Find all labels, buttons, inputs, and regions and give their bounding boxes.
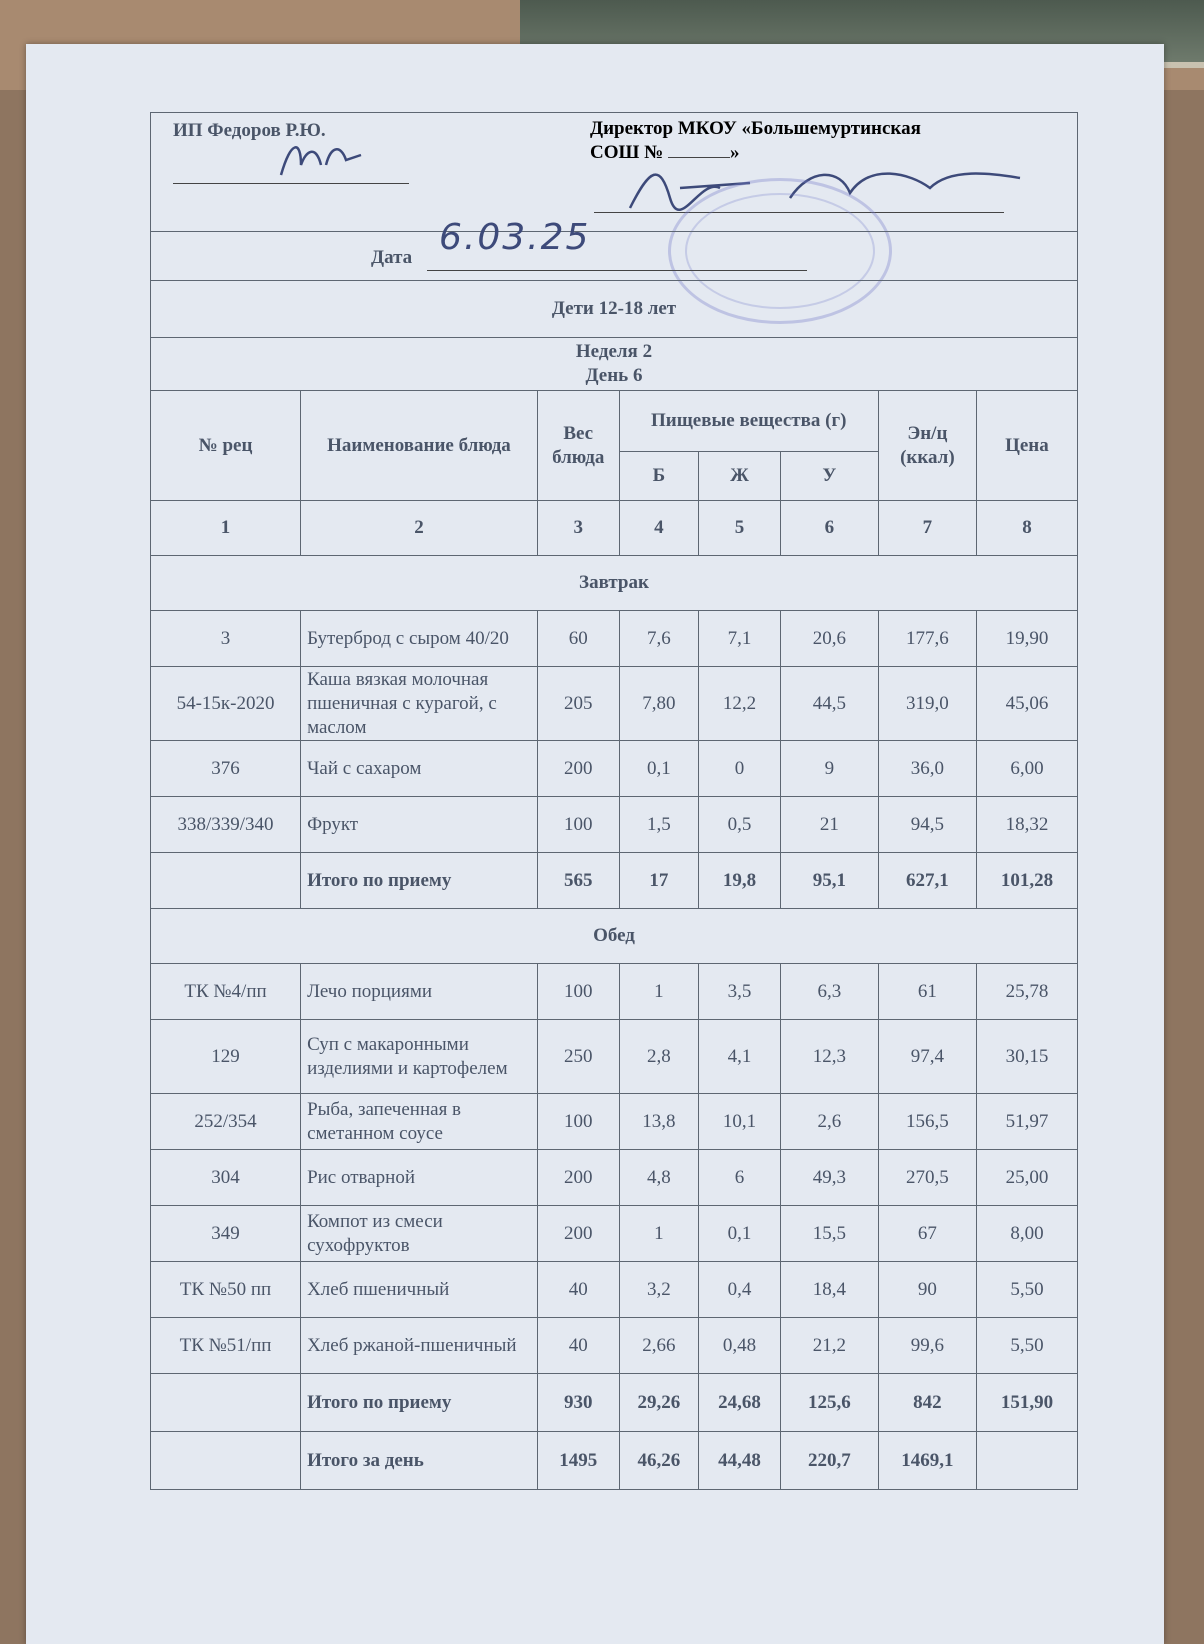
table-row	[151, 964, 1078, 1020]
week-day-row	[151, 338, 1078, 391]
carbs: 18,4	[780, 1262, 878, 1318]
energy: 270,5	[878, 1150, 976, 1206]
column-number: 5	[699, 501, 781, 556]
energy: 90	[878, 1262, 976, 1318]
dish-name: Компот из смеси сухофруктов	[301, 1206, 538, 1262]
carbs: 220,7	[780, 1432, 878, 1490]
protein: 29,26	[619, 1374, 699, 1432]
column-number: 1	[151, 501, 301, 556]
fat: 6	[699, 1150, 781, 1206]
table-row	[151, 1094, 1078, 1150]
school-number-label: СОШ № »	[590, 142, 740, 163]
dish-name: Рыба, запеченная в сметанном соусе	[301, 1094, 538, 1150]
energy: 61	[878, 964, 976, 1020]
col-header-rec-no: № рец	[151, 391, 301, 501]
table-row	[151, 741, 1078, 797]
table-row	[151, 1318, 1078, 1374]
column-number: 2	[301, 501, 538, 556]
col-header-fat: Ж	[699, 452, 781, 501]
rec-no: 129	[151, 1020, 301, 1094]
dish-name: Хлеб пшеничный	[301, 1262, 538, 1318]
ip-signature-line	[173, 183, 409, 184]
weight: 100	[537, 964, 619, 1020]
column-number: 3	[537, 501, 619, 556]
dish-name: Чай с сахаром	[301, 741, 538, 797]
carbs: 95,1	[780, 853, 878, 909]
date-label: Дата	[371, 247, 413, 268]
energy: 1469,1	[878, 1432, 976, 1490]
protein: 7,80	[619, 667, 699, 741]
col-header-price: Цена	[976, 391, 1077, 501]
header-row-1	[151, 391, 1078, 452]
carbs: 15,5	[780, 1206, 878, 1262]
energy: 319,0	[878, 667, 976, 741]
energy: 842	[878, 1374, 976, 1432]
price: 19,90	[976, 611, 1077, 667]
protein: 17	[619, 853, 699, 909]
table-row	[151, 1206, 1078, 1262]
dish-name: Хлеб ржаной-пшеничный	[301, 1318, 538, 1374]
rec-no: 338/339/340	[151, 797, 301, 853]
approval-row	[151, 113, 1078, 232]
column-number: 8	[976, 501, 1077, 556]
rec-no: 304	[151, 1150, 301, 1206]
table-row	[151, 1262, 1078, 1318]
weight: 205	[537, 667, 619, 741]
carbs: 12,3	[780, 1020, 878, 1094]
energy: 627,1	[878, 853, 976, 909]
protein: 2,66	[619, 1318, 699, 1374]
price: 8,00	[976, 1206, 1077, 1262]
day-total-label: Итого за день	[301, 1432, 538, 1490]
fat: 19,8	[699, 853, 781, 909]
table-row	[151, 797, 1078, 853]
price: 51,97	[976, 1094, 1077, 1150]
weight: 100	[537, 797, 619, 853]
fat: 24,68	[699, 1374, 781, 1432]
carbs: 21	[780, 797, 878, 853]
fat: 0,1	[699, 1206, 781, 1262]
energy: 36,0	[878, 741, 976, 797]
price: 45,06	[976, 667, 1077, 741]
rec-no: 54-15к-2020	[151, 667, 301, 741]
weight: 1495	[537, 1432, 619, 1490]
rec-no	[151, 1432, 301, 1490]
table-row	[151, 1020, 1078, 1094]
protein: 1	[619, 1206, 699, 1262]
price: 30,15	[976, 1020, 1077, 1094]
total-label: Итого по приему	[301, 853, 538, 909]
weight: 200	[537, 1206, 619, 1262]
total-label: Итого по приему	[301, 1374, 538, 1432]
fat: 0,48	[699, 1318, 781, 1374]
carbs: 125,6	[780, 1374, 878, 1432]
protein: 3,2	[619, 1262, 699, 1318]
protein: 1	[619, 964, 699, 1020]
column-number: 6	[780, 501, 878, 556]
col-header-protein: Б	[619, 452, 699, 501]
carbs: 6,3	[780, 964, 878, 1020]
weight: 40	[537, 1318, 619, 1374]
rec-no: ТК №4/пп	[151, 964, 301, 1020]
price	[976, 1432, 1077, 1490]
rec-no: ТК №51/пп	[151, 1318, 301, 1374]
ip-name: ИП Федоров Р.Ю.	[173, 120, 326, 141]
fat: 0,5	[699, 797, 781, 853]
fat: 4,1	[699, 1020, 781, 1094]
price: 101,28	[976, 853, 1077, 909]
fat: 0,4	[699, 1262, 781, 1318]
rec-no: 3	[151, 611, 301, 667]
section-title: Обед	[151, 909, 1078, 964]
weight: 250	[537, 1020, 619, 1094]
protein: 0,1	[619, 741, 699, 797]
week-label: Неделя 2	[575, 341, 653, 362]
price: 6,00	[976, 741, 1077, 797]
carbs: 49,3	[780, 1150, 878, 1206]
energy: 97,4	[878, 1020, 976, 1094]
energy: 156,5	[878, 1094, 976, 1150]
fat: 12,2	[699, 667, 781, 741]
table-row	[151, 1150, 1078, 1206]
rec-no: 252/354	[151, 1094, 301, 1150]
rec-no: 349	[151, 1206, 301, 1262]
ip-approval	[151, 113, 1077, 231]
day-label: День 6	[585, 365, 643, 386]
date-underline	[427, 270, 807, 271]
carbs: 2,6	[780, 1094, 878, 1150]
table-row	[151, 611, 1078, 667]
carbs: 9	[780, 741, 878, 797]
column-number: 7	[878, 501, 976, 556]
section-row-breakfast	[151, 556, 1078, 611]
fat: 3,5	[699, 964, 781, 1020]
rec-no	[151, 853, 301, 909]
dish-name: Бутерброд с сыром 40/20	[301, 611, 538, 667]
age-group-row	[151, 281, 1078, 338]
price: 5,50	[976, 1318, 1077, 1374]
carbs: 20,6	[780, 611, 878, 667]
energy: 94,5	[878, 797, 976, 853]
protein: 1,5	[619, 797, 699, 853]
col-header-dish-name: Наименование блюда	[301, 391, 538, 501]
dish-name: Фрукт	[301, 797, 538, 853]
protein: 2,8	[619, 1020, 699, 1094]
dish-name: Каша вязкая молочная пшеничная с курагой, с маслом	[301, 667, 538, 741]
weight: 200	[537, 1150, 619, 1206]
fat: 10,1	[699, 1094, 781, 1150]
rec-no	[151, 1374, 301, 1432]
total-row-day	[151, 1432, 1078, 1490]
column-number: 4	[619, 501, 699, 556]
date-row	[151, 232, 1078, 281]
section-row-lunch	[151, 909, 1078, 964]
dish-name: Суп с макаронными изделиями и картофелем	[301, 1020, 538, 1094]
total-row-lunch	[151, 1374, 1078, 1432]
col-header-carbs: У	[780, 452, 878, 501]
dish-name: Лечо порциями	[301, 964, 538, 1020]
weight: 200	[537, 741, 619, 797]
fat: 0	[699, 741, 781, 797]
dish-name: Рис отварной	[301, 1150, 538, 1206]
price: 18,32	[976, 797, 1077, 853]
price: 5,50	[976, 1262, 1077, 1318]
carbs: 21,2	[780, 1318, 878, 1374]
table-row	[151, 667, 1078, 741]
col-header-energy: Эн/ц (ккал)	[878, 391, 976, 501]
carbs: 44,5	[780, 667, 878, 741]
director-title: Директор МКОУ «Большемуртинская	[590, 118, 921, 139]
date-handwritten: 6.03.25	[439, 217, 591, 258]
ip-signature	[271, 135, 391, 185]
rec-no: 376	[151, 741, 301, 797]
price: 151,90	[976, 1374, 1077, 1432]
col-header-weight: Вес блюда	[537, 391, 619, 501]
col-header-nutrients: Пищевые вещества (г)	[619, 391, 878, 452]
price: 25,00	[976, 1150, 1077, 1206]
total-row-breakfast	[151, 853, 1078, 909]
energy: 99,6	[878, 1318, 976, 1374]
energy: 177,6	[878, 611, 976, 667]
weight: 930	[537, 1374, 619, 1432]
protein: 46,26	[619, 1432, 699, 1490]
age-group: Дети 12-18 лет	[151, 281, 1078, 338]
menu-table	[150, 112, 1078, 1490]
protein: 7,6	[619, 611, 699, 667]
weight: 60	[537, 611, 619, 667]
energy: 67	[878, 1206, 976, 1262]
protein: 13,8	[619, 1094, 699, 1150]
fat: 44,48	[699, 1432, 781, 1490]
weight: 40	[537, 1262, 619, 1318]
weight: 100	[537, 1094, 619, 1150]
rec-no: ТК №50 пп	[151, 1262, 301, 1318]
fat: 7,1	[699, 611, 781, 667]
weight: 565	[537, 853, 619, 909]
price: 25,78	[976, 964, 1077, 1020]
section-title: Завтрак	[151, 556, 1078, 611]
column-numbers-row	[151, 501, 1078, 556]
protein: 4,8	[619, 1150, 699, 1206]
